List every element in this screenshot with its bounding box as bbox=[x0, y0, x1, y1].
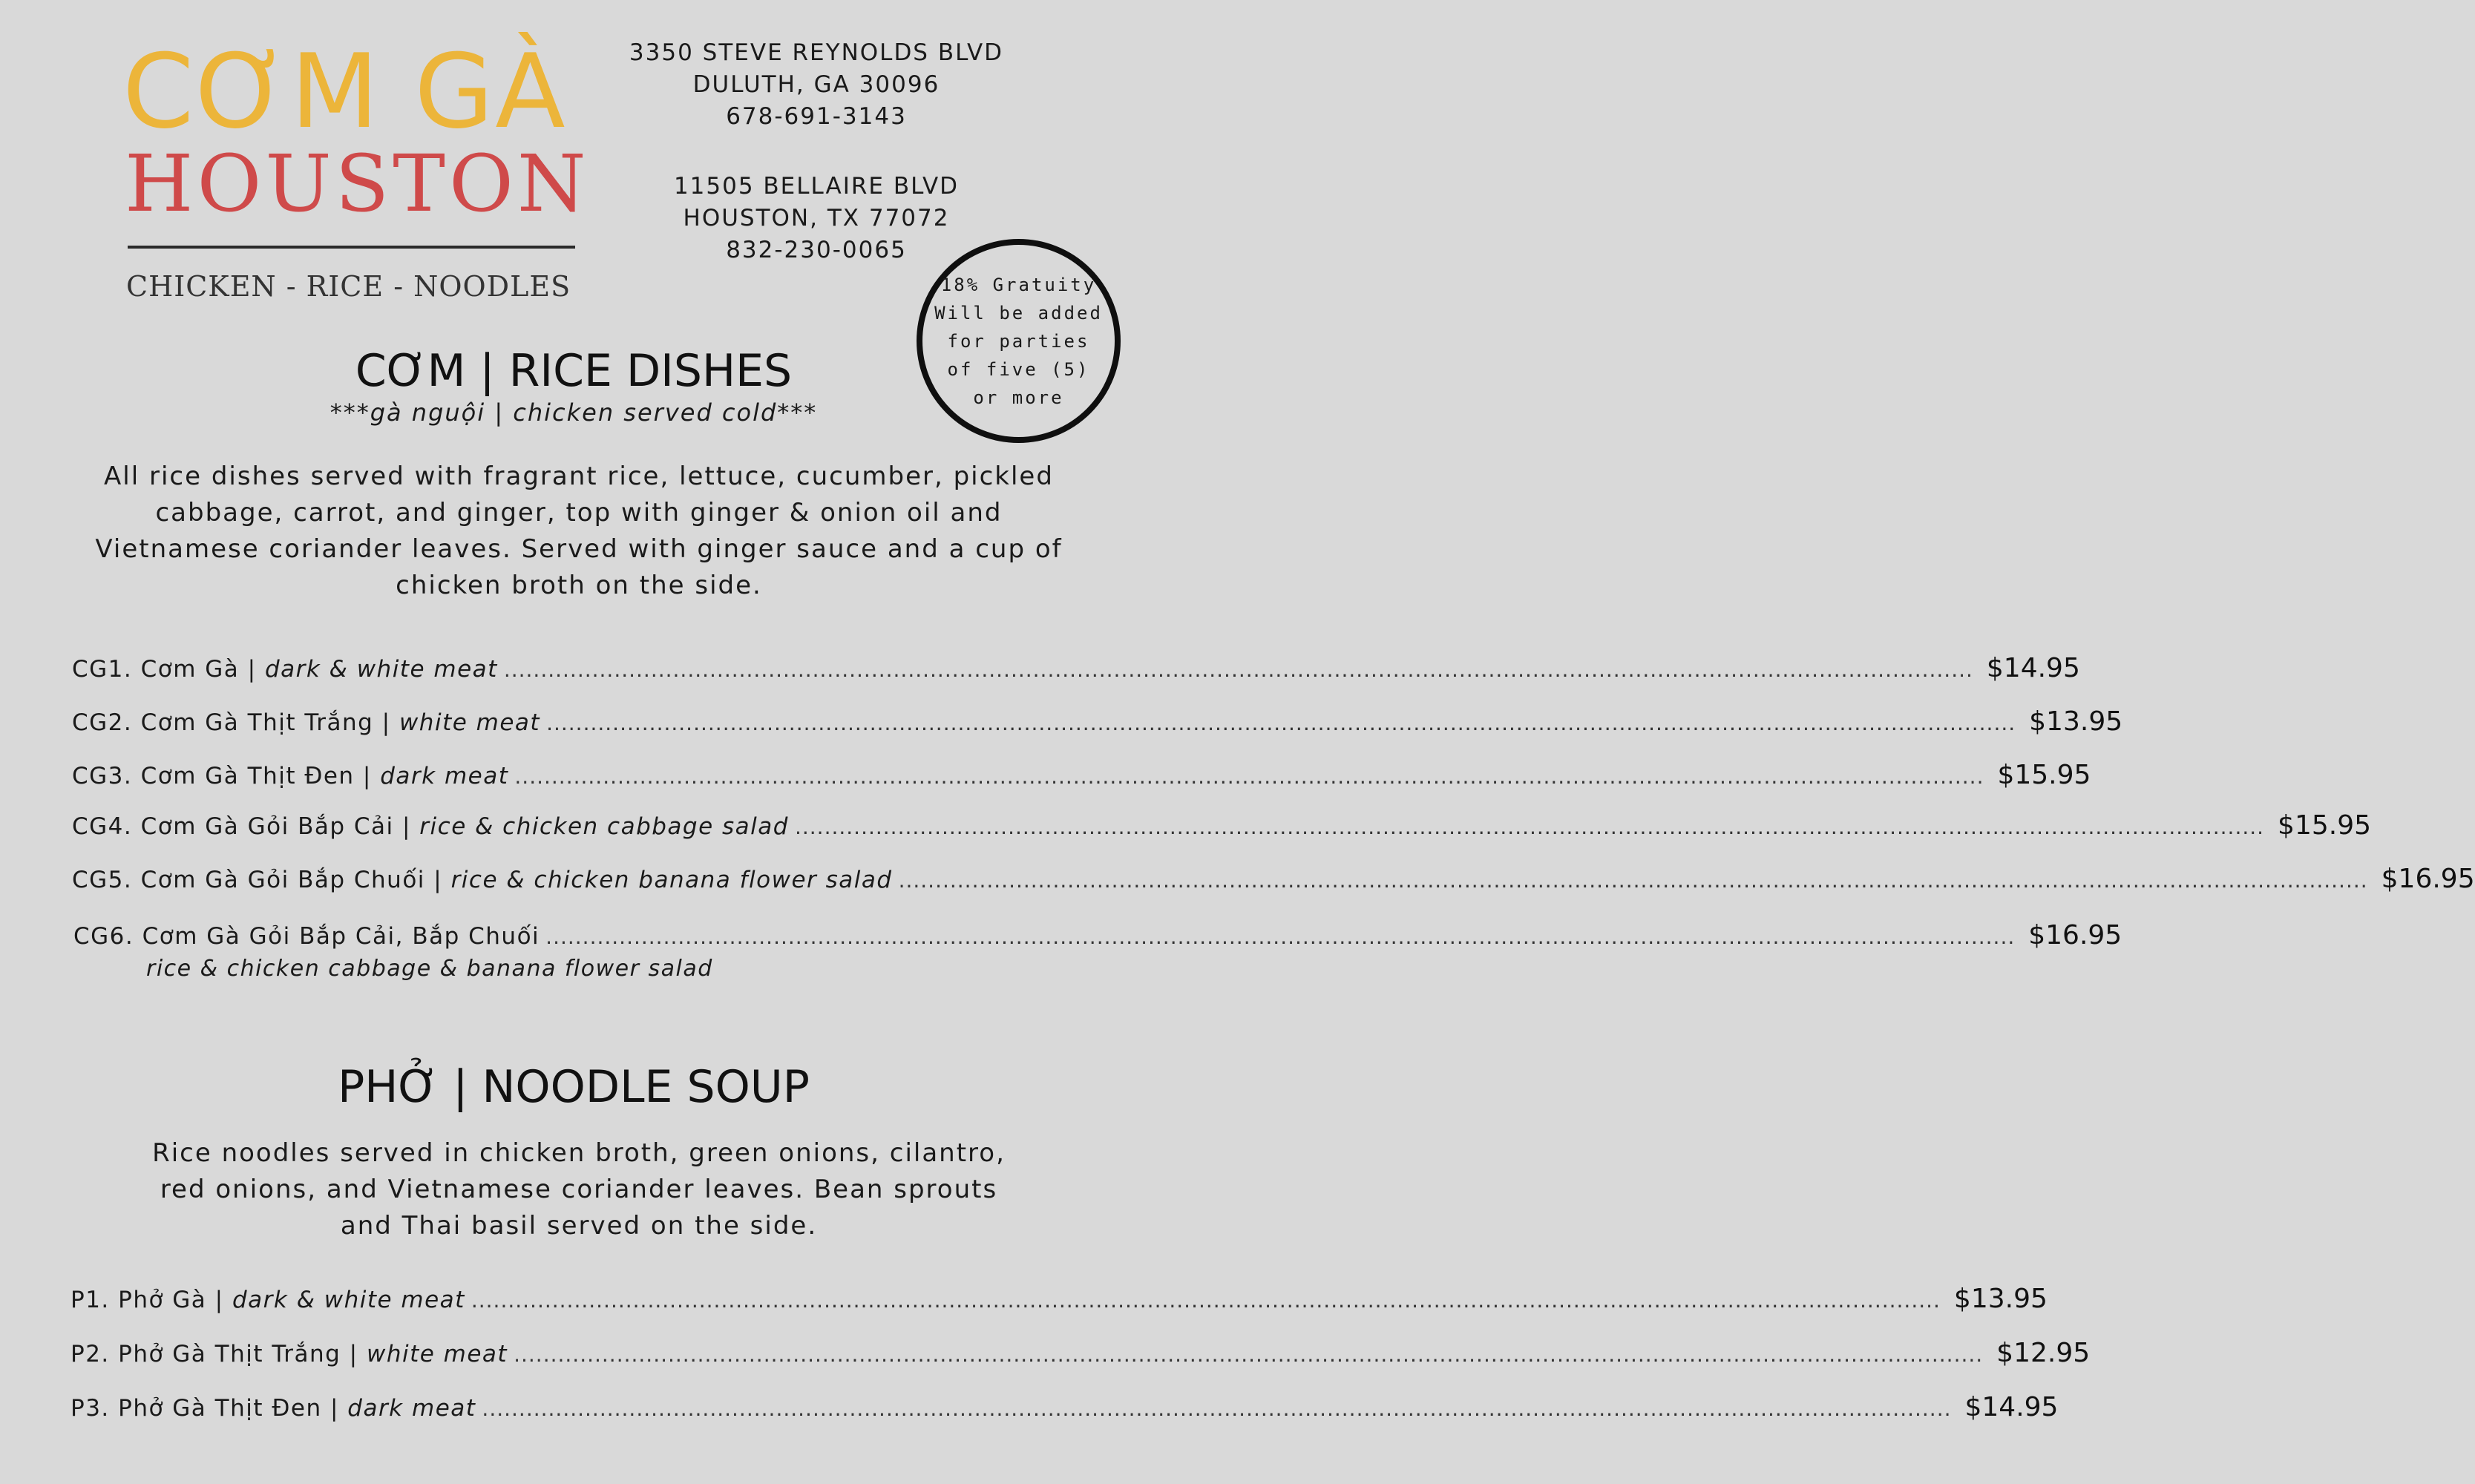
pho-description: Rice noodles served in chicken broth, green onions, cilantro, red onions, and Vietnamese coriander leaves. Bean sprouts and Thai basil served on the side. bbox=[152, 1138, 1006, 1241]
menu-item-cg4 bbox=[72, 810, 2372, 841]
item-name: CG3. Cơm Gà Thịt Đen | bbox=[72, 763, 381, 789]
menu-item-p2 bbox=[71, 1338, 2091, 1368]
location-city: HOUSTON, TX 77072 bbox=[683, 205, 950, 232]
gratuity-line: for parties bbox=[947, 330, 1090, 352]
location-phone: 832-230-0065 bbox=[726, 237, 907, 263]
location-street: 3350 STEVE REYNOLDS BLVD bbox=[629, 39, 1004, 66]
menu-item-cg5 bbox=[72, 864, 2475, 894]
rice-description: All rice dishes served with fragrant rice, lettuce, cucumber, pickled cabbage, carrot, and ginger, top with ginger & onion oil and Vietnamese coriander leaves. Served with ginger sauce and a cup of chicken broth on the side. bbox=[95, 462, 1063, 600]
rice-section-subtitle: ***gà nguội | chicken served cold*** bbox=[330, 398, 818, 427]
logo-title: CƠM GÀ bbox=[122, 32, 567, 151]
item-price: $16.95 bbox=[2381, 864, 2475, 894]
item-desc: rice & chicken cabbage salad bbox=[419, 813, 789, 840]
dot-leader: ........................................................................................................................................................................................................ bbox=[482, 1396, 1952, 1421]
location-city: DULUTH, GA 30096 bbox=[692, 71, 940, 98]
dot-leader: ........................................................................................................................................................................................................ bbox=[545, 925, 2016, 949]
item-price: $14.95 bbox=[1964, 1392, 2059, 1422]
item-name: CG5. Cơm Gà Gỏi Bắp Chuối | bbox=[72, 867, 451, 893]
logo-tagline: CHICKEN - RICE - NOODLES bbox=[126, 270, 571, 303]
item-price: $15.95 bbox=[1997, 760, 2091, 790]
dot-leader: ........................................................................................................................................................................................................ bbox=[471, 1288, 1941, 1313]
item-price: $12.95 bbox=[1996, 1338, 2091, 1368]
item-desc: dark meat bbox=[380, 763, 509, 789]
dot-leader: ........................................................................................................................................................................................................ bbox=[898, 868, 2368, 893]
item-desc: rice & chicken banana flower salad bbox=[450, 867, 893, 893]
item-name: CG4. Cơm Gà Gỏi Bắp Cải | bbox=[72, 813, 420, 840]
dot-leader: ........................................................................................................................................................................................................ bbox=[514, 1342, 1984, 1367]
dot-leader: ........................................................................................................................................................................................................ bbox=[794, 815, 2265, 839]
item-price: $14.95 bbox=[1986, 653, 2080, 683]
item-price: $16.95 bbox=[2028, 920, 2122, 951]
location-duluth bbox=[594, 37, 1039, 133]
item-name: P3. Phở Gà Thịt Đen | bbox=[71, 1395, 348, 1422]
item-name: CG1. Cơm Gà | bbox=[72, 656, 265, 683]
pho-section-title: PHỞ | NOODLE SOUP bbox=[338, 1061, 810, 1113]
item-price: $13.95 bbox=[2029, 706, 2123, 737]
logo-city: HOUSTON bbox=[125, 138, 590, 229]
item-name: CG2. Cơm Gà Thịt Trắng | bbox=[72, 709, 399, 736]
menu-item-p1 bbox=[71, 1284, 2048, 1314]
rice-section-title: CƠM | RICE DISHES bbox=[355, 345, 793, 397]
item-subline: rice & chicken cabbage & banana flower salad bbox=[146, 956, 713, 982]
item-price: $15.95 bbox=[2278, 810, 2372, 841]
menu-item-p3 bbox=[71, 1392, 2059, 1422]
item-name: P2. Phở Gà Thịt Trắng | bbox=[71, 1341, 367, 1368]
menu-item-cg2 bbox=[72, 706, 2123, 737]
logo-divider bbox=[128, 246, 575, 249]
gratuity-line: or more bbox=[973, 387, 1064, 408]
item-desc: dark & white meat bbox=[264, 656, 498, 683]
item-name: P1. Phở Gà | bbox=[71, 1287, 232, 1313]
gratuity-line: Will be added bbox=[934, 302, 1103, 324]
location-street: 11505 BELLAIRE BLVD bbox=[673, 173, 960, 200]
gratuity-line: 18% Gratuity bbox=[940, 274, 1097, 295]
item-desc: white meat bbox=[366, 1341, 508, 1368]
item-price: $13.95 bbox=[1953, 1284, 2048, 1314]
item-name: CG6. Cơm Gà Gỏi Bắp Cải, Bắp Chuối bbox=[73, 923, 540, 950]
dot-leader: ........................................................................................................................................................................................................ bbox=[514, 764, 1984, 789]
menu-item-cg6 bbox=[73, 920, 2122, 951]
menu-item-cg1 bbox=[72, 653, 2080, 683]
dot-leader: ........................................................................................................................................................................................................ bbox=[546, 711, 2016, 735]
dot-leader: ........................................................................................................................................................................................................ bbox=[503, 657, 1973, 682]
item-desc: white meat bbox=[399, 709, 541, 736]
gratuity-line: of five (5) bbox=[947, 358, 1090, 380]
menu-item-cg3 bbox=[72, 760, 2091, 790]
item-desc: dark & white meat bbox=[232, 1287, 465, 1313]
location-phone: 678-691-3143 bbox=[726, 103, 907, 130]
item-desc: dark meat bbox=[347, 1395, 476, 1422]
